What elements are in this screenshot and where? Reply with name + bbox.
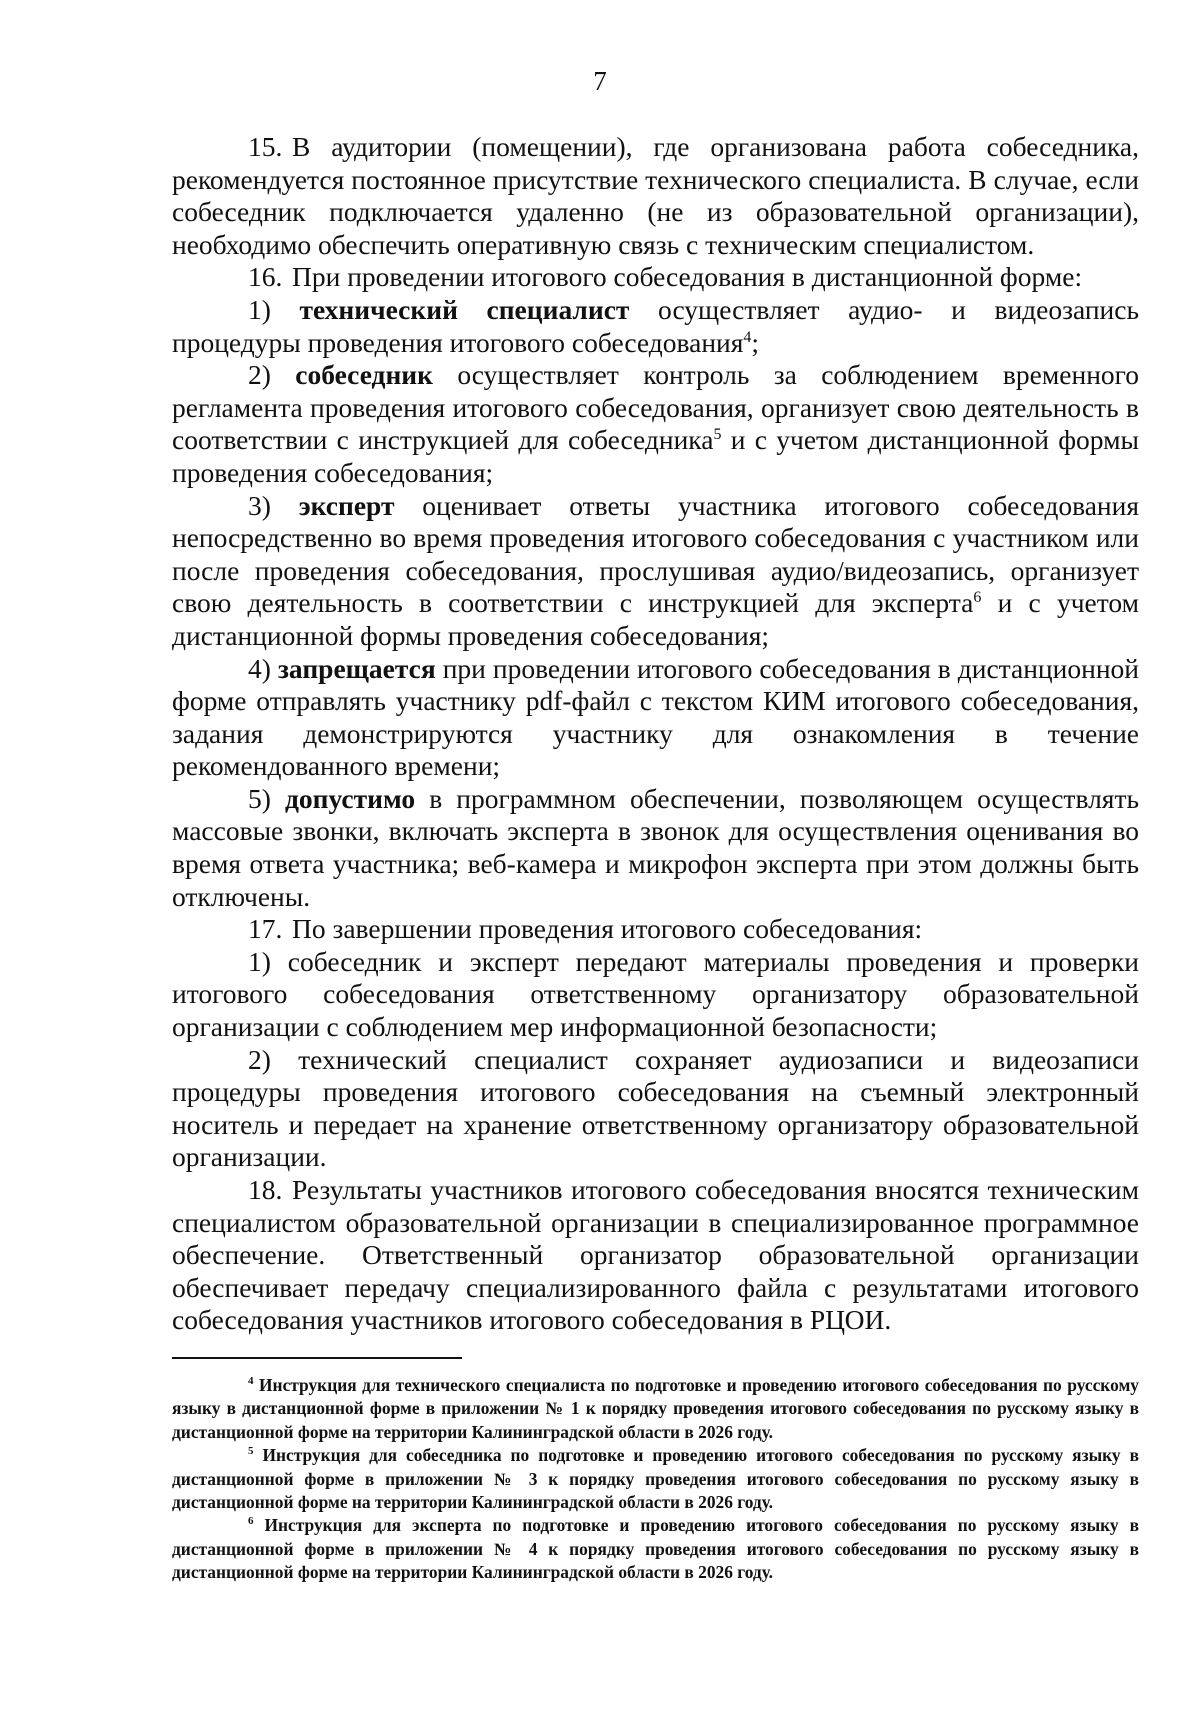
footnote-6	[172, 1514, 1139, 1584]
item-punct: ;	[751, 326, 760, 358]
paragraph-18	[172, 1174, 1139, 1337]
list-item-16-1	[172, 294, 1139, 359]
list-item-17-1	[172, 946, 1139, 1044]
item-text-after: и с учетом дистанционной формы проведения собеседования;	[172, 587, 1140, 651]
item-text: оценивает ответы участника итогового собеседования непосредственно во время проведения итогового собеседования с участником или после проведения собеседования, прослушивая аудио/видеозапись, организует свою деятельность в соответствии с инструкцией для эксперта	[172, 489, 1139, 619]
footnote-mark: 4	[248, 1375, 254, 1388]
paragraph-16	[172, 261, 1139, 294]
footnote-ref-5[interactable]: 5	[713, 426, 722, 444]
footnote-ref-4[interactable]: 4	[743, 328, 752, 346]
footnote-mark: 6	[248, 1515, 254, 1528]
footnote-separator	[172, 1357, 462, 1359]
footnote-mark: 5	[248, 1445, 254, 1458]
document-body	[172, 131, 1139, 1337]
item-text: 1) собеседник и эксперт передают материалы проведения и проверки итогового собеседования ответственному организатору образовательной организации с соблюдением мер информационной безопасности;	[172, 945, 1139, 1043]
paragraph-number: 15.	[248, 131, 283, 162]
item-number: 1)	[248, 293, 271, 325]
item-text: в программном обеспечении, позволяющем осуществлять массовые звонки, включать эксперта в звонок для осуществления оценивания во время ответа участника; веб-камера и микрофон эксперта при этом должны быть отключены.	[172, 782, 1140, 912]
paragraph-15	[172, 131, 1139, 261]
item-text: осуществляет аудио- и видеозапись процедуры проведения итогового собеседования	[172, 293, 1140, 358]
item-text: при проведении итогового собеседования в дистанционной форме отправлять участнику pdf-файл с текстом КИМ итогового собеседования, задания демонстрируются участнику для ознакомления в течение рекомендованного времени;	[172, 652, 1140, 782]
footnote-4	[172, 1374, 1139, 1444]
item-subject: собеседник	[295, 359, 433, 391]
footnote-text: Инструкция для эксперта по подготовке и проведению итогового собеседования по русскому языку в дистанционной форме в приложении № 4 к порядку проведения итогового собеседования по русскому языку в дистанционной форме на территории Калининградской области в 2026 году.	[172, 1515, 1139, 1583]
item-subject: допустимо	[285, 782, 416, 814]
footnote-ref-6[interactable]: 6	[973, 589, 982, 607]
item-number: 5)	[248, 782, 271, 814]
list-item-16-3	[172, 490, 1139, 653]
list-item-16-2	[172, 359, 1139, 489]
paragraph-text: Результаты участников итогового собеседования вносятся техническим специалистом образовательной организации в специализированное программное обеспечение. Ответственный организатор образовательной организации обеспечивает передачу специализированного файла с результатами итогового собеседования участников итогового собеседования в РЦОИ.	[172, 1174, 1139, 1336]
footnote-text: Инструкция для собеседника по подготовке и проведению итогового собеседования по русскому языку в дистанционной форме в приложении № 3 к порядку проведения итогового собеседования по русскому языку в дистанционной форме на территории Калининградской области в 2026 году.	[172, 1445, 1139, 1513]
item-text-after: и с учетом дистанционной формы проведения собеседования;	[172, 424, 1139, 488]
item-text: 2) технический специалист сохраняет аудиозаписи и видеозаписи процедуры проведения итогового собеседования на съемный электронный носитель и передает на хранение ответственному организатору образовательной организации.	[172, 1043, 1139, 1173]
paragraph-text: При проведении итогового собеседования в дистанционной форме:	[292, 261, 1083, 293]
paragraph-text: В аудитории (помещении), где организована работа собеседника, рекомендуется постоянное присутствие технического специалиста. В случае, если собеседник подключается удаленно (не из образовательной организации), необходимо обеспечить оперативную связь с техническим специалистом.	[172, 131, 1139, 260]
list-item-16-5	[172, 783, 1139, 913]
page-number: 7	[593, 66, 607, 96]
list-item-17-2	[172, 1044, 1139, 1174]
footnote-5	[172, 1444, 1139, 1514]
item-number: 3)	[248, 489, 271, 521]
paragraph-text: По завершении проведения итогового собеседования:	[292, 913, 923, 945]
paragraph-number: 18.	[248, 1174, 283, 1205]
paragraph-17	[172, 913, 1139, 946]
list-item-16-4	[172, 653, 1139, 783]
item-subject: технический специалист	[299, 293, 630, 325]
paragraph-number: 16.	[248, 261, 283, 293]
paragraph-number: 17.	[248, 913, 283, 945]
footnote-text: Инструкция для технического специалиста по подготовке и проведению итогового собеседования по русскому языку в дистанционной форме в приложении № 1 к порядку проведения итогового собеседования по русскому языку в дистанционной форме на территории Калининградской области в 2026 году.	[172, 1375, 1139, 1442]
item-number: 2)	[248, 359, 271, 391]
item-subject: запрещается	[277, 652, 436, 684]
item-text: осуществляет контроль за соблюдением временного регламента проведения итогового собеседования, организует свою деятельность в соответствии с инструкцией для собеседника	[172, 359, 1140, 456]
item-number: 4)	[248, 652, 271, 684]
item-subject: эксперт	[298, 489, 395, 521]
footnotes	[172, 1374, 1139, 1585]
